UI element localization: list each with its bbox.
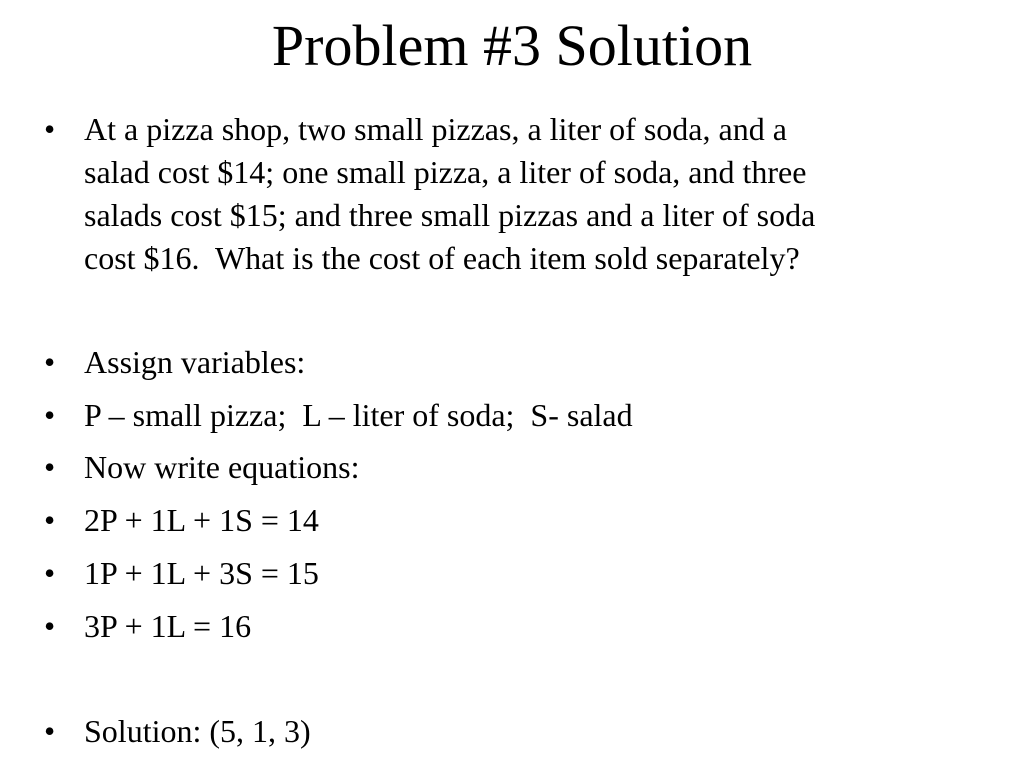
bullet-text: P – small pizza; L – liter of soda; S- salad — [84, 397, 633, 433]
bullet-text: Assign variables: — [84, 344, 306, 380]
bullet-dot: • — [44, 449, 56, 485]
bullet-dot: • — [44, 608, 56, 644]
bullet-dot: • — [44, 713, 56, 749]
bullet-text: Now write equations: — [84, 449, 360, 485]
slide-title: Problem #3 Solution — [271, 13, 753, 78]
equation-text: 3P + 1L = 16 — [84, 608, 252, 644]
problem-line-4: cost $16. What is the cost of each item sold separately? — [84, 240, 800, 276]
bullet-dot: • — [44, 111, 56, 147]
bullet-dot: • — [44, 502, 56, 538]
bullet-dot: • — [44, 555, 56, 591]
problem-line-1: At a pizza shop, two small pizzas, a liter of soda, and a — [84, 111, 787, 147]
solution-text: Solution: (5, 1, 3) — [84, 713, 311, 749]
problem-line-3: salads cost $15; and three small pizzas and a liter of soda — [84, 197, 816, 233]
bullet-dot: • — [44, 397, 56, 433]
problem-line-2: salad cost $14; one small pizza, a liter of soda, and three — [84, 154, 807, 190]
bullet-dot: • — [44, 344, 56, 380]
equation-text: 1P + 1L + 3S = 15 — [84, 555, 319, 591]
equation-text: 2P + 1L + 1S = 14 — [84, 502, 319, 538]
